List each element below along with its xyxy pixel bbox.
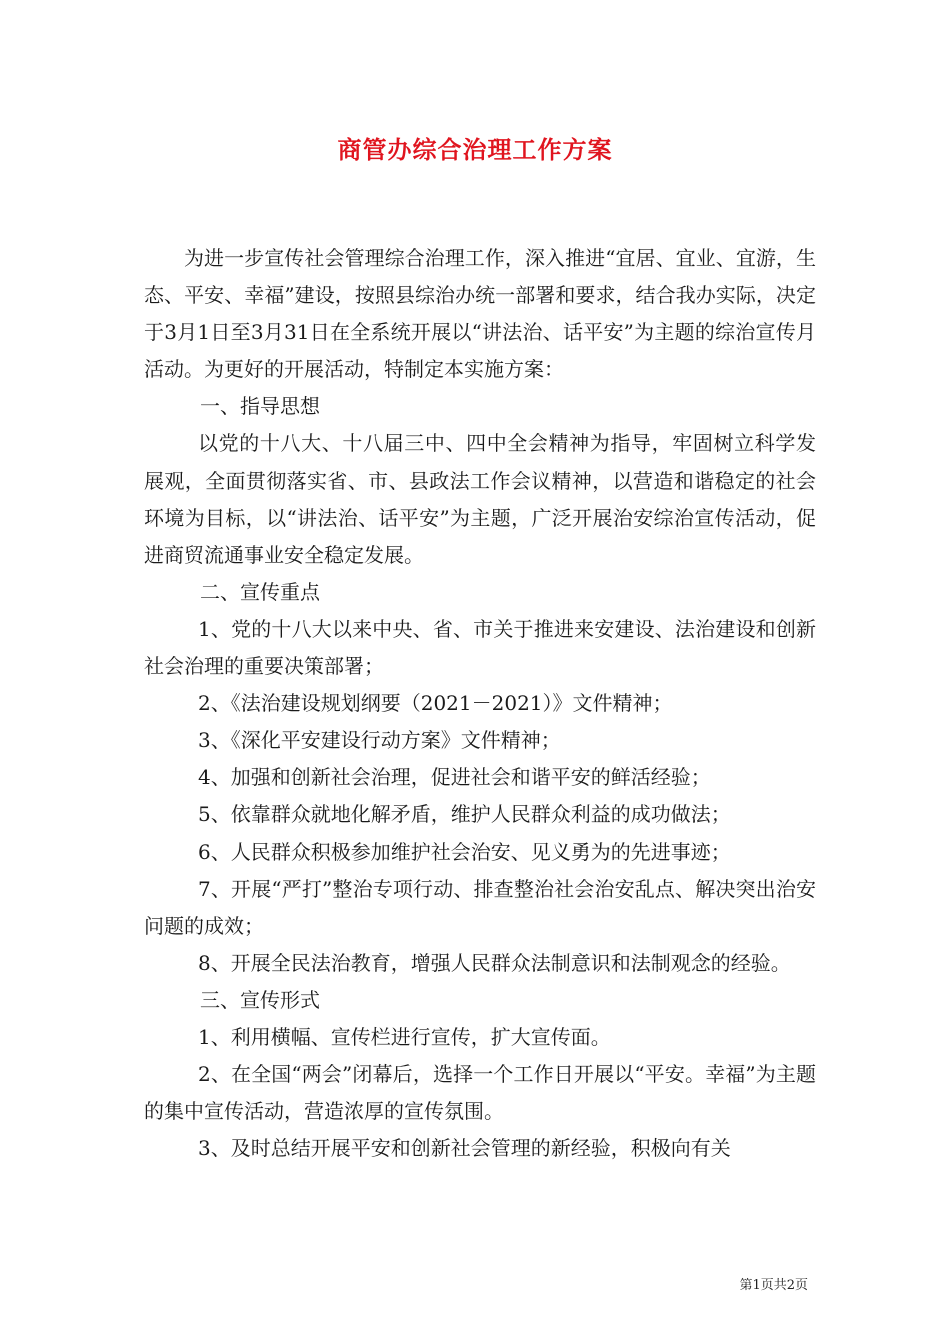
list-item: 2、《法治建设规划纲要（2021－2021）》文件精神； xyxy=(198,691,673,716)
guiding-ideology-paragraph: 以党的十八大、十八届三中、四中全会精神为指导，牢固树立科学发展观，全面贯彻落实省、市、县政法工作会议精神，以营造和谐稳定的社会环境为目标，以“讲法治、话平安”为主题，广泛开展治安综治宣传活动，促进商贸流通事业安全稳定发展。 xyxy=(144,431,816,567)
document-body xyxy=(144,240,816,1167)
list-item: 4、加强和创新社会治理，促进社会和谐平安的鲜活经验； xyxy=(198,765,711,790)
list-item: 7、开展“严打”整治专项行动、排查整治社会治安乱点、解决突出治安问题的成效； xyxy=(144,876,816,938)
section-heading-guiding-ideology: 一、指导思想 xyxy=(200,394,320,419)
list-item: 1、利用横幅、宣传栏进行宣传，扩大宣传面。 xyxy=(198,1024,611,1049)
page-title: 商管办综合治理工作方案 xyxy=(337,135,613,164)
page-indicator: 第1页共2页 xyxy=(739,1278,808,1293)
list-item: 6、人民群众积极参加维护社会治安、见义勇为的先进事迹； xyxy=(198,839,731,864)
section-heading-publicity-forms: 三、宣传形式 xyxy=(200,987,320,1012)
section-heading-publicity-focus: 二、宣传重点 xyxy=(200,579,320,604)
list-item: 1、党的十八大以来中央、省、市关于推进来安建设、法治建设和创新社会治理的重要决策部署； xyxy=(144,616,816,679)
list-item: 8、开展全民法治教育，增强人民群众法制意识和法制观念的经验。 xyxy=(198,950,791,975)
list-item: 3、《深化平安建设行动方案》文件精神； xyxy=(198,728,561,753)
list-item: 2、在全国“两会”闭幕后，选择一个工作日开展以“平安。幸福”为主题的集中宣传活动，营造浓厚的宣传氛围。 xyxy=(144,1062,816,1124)
intro-paragraph: 为进一步宣传社会管理综合治理工作，深入推进“宜居、宜业、宜游，生态、平安、幸福”建设，按照县综治办统一部署和要求，结合我办实际，决定于3月1日至3月31日在全系统开展以“讲法治、话平安”为主题的综治宣传月活动。为更好的开展活动，特制定本实施方案： xyxy=(144,246,816,382)
list-item: 5、依靠群众就地化解矛盾，维护人民群众利益的成功做法； xyxy=(198,802,731,827)
list-item: 3、及时总结开展平安和创新社会管理的新经验，积极向有关 xyxy=(198,1136,731,1161)
